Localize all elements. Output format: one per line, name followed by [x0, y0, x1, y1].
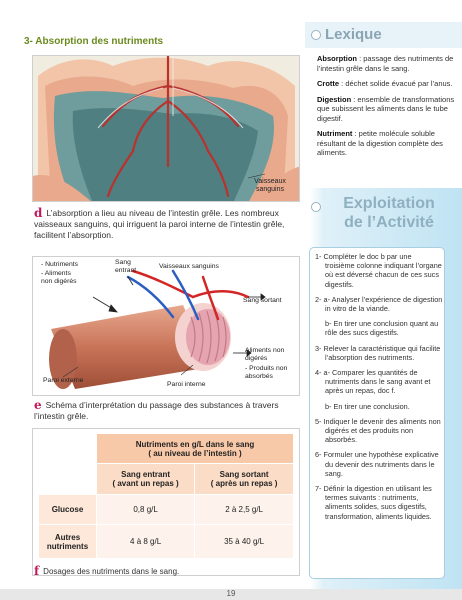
caption-d — [34, 208, 296, 241]
activity-item: 5- Indiquer le devenir des aliments non digérés et des produits non absorbés. — [315, 416, 441, 445]
activity-item: 4- a- Comparer les quantités de nutriments dans le sang avant et après un repas, doc f. — [315, 368, 431, 396]
label-nutrients: - Nutriments — [41, 261, 79, 268]
activity-item: b- En tirer une conclusion. — [325, 401, 410, 411]
page-number: 19 — [0, 589, 462, 600]
label-blood-in: Sang entrant — [115, 259, 137, 274]
row-label: Autres nutriments — [39, 525, 97, 559]
activity-item: 2- a- Analyser l’expérience de digestion in vitro de la viande. — [315, 294, 443, 314]
caption-text: L’absorption a lieu au niveau de l’intestin grêle. Les nombreux vaisseaux sanguins, qui irriguent la paroi interne de l’intestin grêle, facilitent l’absorption. — [34, 208, 285, 240]
row-label: Glucose — [39, 495, 97, 525]
label-undigested: - Aliments non digérés — [41, 270, 77, 285]
caption-letter: f — [34, 564, 40, 578]
activity-list — [315, 252, 443, 527]
label-vessels: Vaisseaux sanguins — [159, 263, 219, 270]
caption-f — [34, 566, 179, 577]
lexique-header — [305, 22, 462, 48]
section-title: 3- Absorption des nutriments — [24, 36, 164, 47]
lexique-title: Lexique — [325, 26, 382, 43]
table-row — [39, 525, 294, 559]
activity-item: 6- Formuler une hypothèse explicative du devenir des nutriments dans le sang. — [315, 450, 439, 478]
activity-item: 7- Définir la digestion en utilisant les termes suivants : nutriments, aliments solides, sucs digestifs, transformation, aliments liquides. — [315, 484, 432, 521]
lexique-list — [317, 54, 455, 164]
lexique-entry: Crotte : déchet solide évacué par l’anus. — [317, 79, 453, 88]
right-column — [305, 22, 462, 589]
activity-item: 3- Relever la caractéristique qui facilite l’absorption des nutriments. — [315, 343, 441, 362]
caption-letter: d — [34, 206, 43, 220]
intestine-illustration — [32, 55, 300, 202]
vessels-label: Vaisseaux sanguins — [254, 178, 286, 193]
label-blood-out: Sang sortant — [243, 297, 282, 304]
cell-in: 4 à 8 g/L — [97, 525, 195, 559]
activity-item: 1- Compléter le doc b par une troisième colonne indiquant l’organe où est déversé chacun de ces sucs digestifs. — [315, 252, 442, 289]
circle-bullet-icon — [311, 30, 321, 40]
caption-letter: e — [34, 398, 42, 412]
caption-e — [34, 400, 296, 422]
cell-in: 0,8 g/L — [97, 495, 195, 525]
nutrient-table — [38, 433, 294, 559]
caption-text: Dosages des nutriments dans le sang. — [43, 567, 180, 576]
activity-title: Exploitation de l’Activité — [343, 195, 435, 231]
label-inner-wall: Paroi interne — [167, 381, 206, 388]
intestine-schematic — [32, 256, 300, 396]
lexique-entry: Nutriment : petite molécule soluble résultant de la digestion complète des aliments. — [317, 129, 443, 157]
label-products: - Produits non absorbés — [245, 365, 288, 380]
lexique-entry: Digestion : ensemble de transformations que subissent les aliments dans le tube digestif. — [317, 94, 455, 123]
lexique-entry: Absorption : passage des nutriments de l’intestin grêle dans le sang. — [317, 54, 454, 73]
nutrient-table-box — [32, 428, 300, 576]
col-blood-in: Sang entrant ( avant un repas ) — [97, 464, 195, 495]
activity-item: b- En tirer une conclusion quant au rôle des sucs digestifs. — [325, 319, 439, 338]
col-blood-out: Sang sortant ( après un repas ) — [195, 464, 294, 495]
caption-text: Schéma d’interprétation du passage des substances à travers l’intestin grêle. — [34, 400, 279, 421]
label-undigested-out: Aliments non digérés — [245, 347, 285, 362]
cell-out: 2 à 2,5 g/L — [195, 495, 294, 525]
table-row — [39, 495, 294, 525]
cell-out: 35 à 40 g/L — [195, 525, 294, 559]
table-header: Nutriments en g/L dans le sang ( au niveau de l’intestin ) — [97, 434, 294, 464]
label-outer-wall: Paroi externe — [43, 377, 84, 384]
